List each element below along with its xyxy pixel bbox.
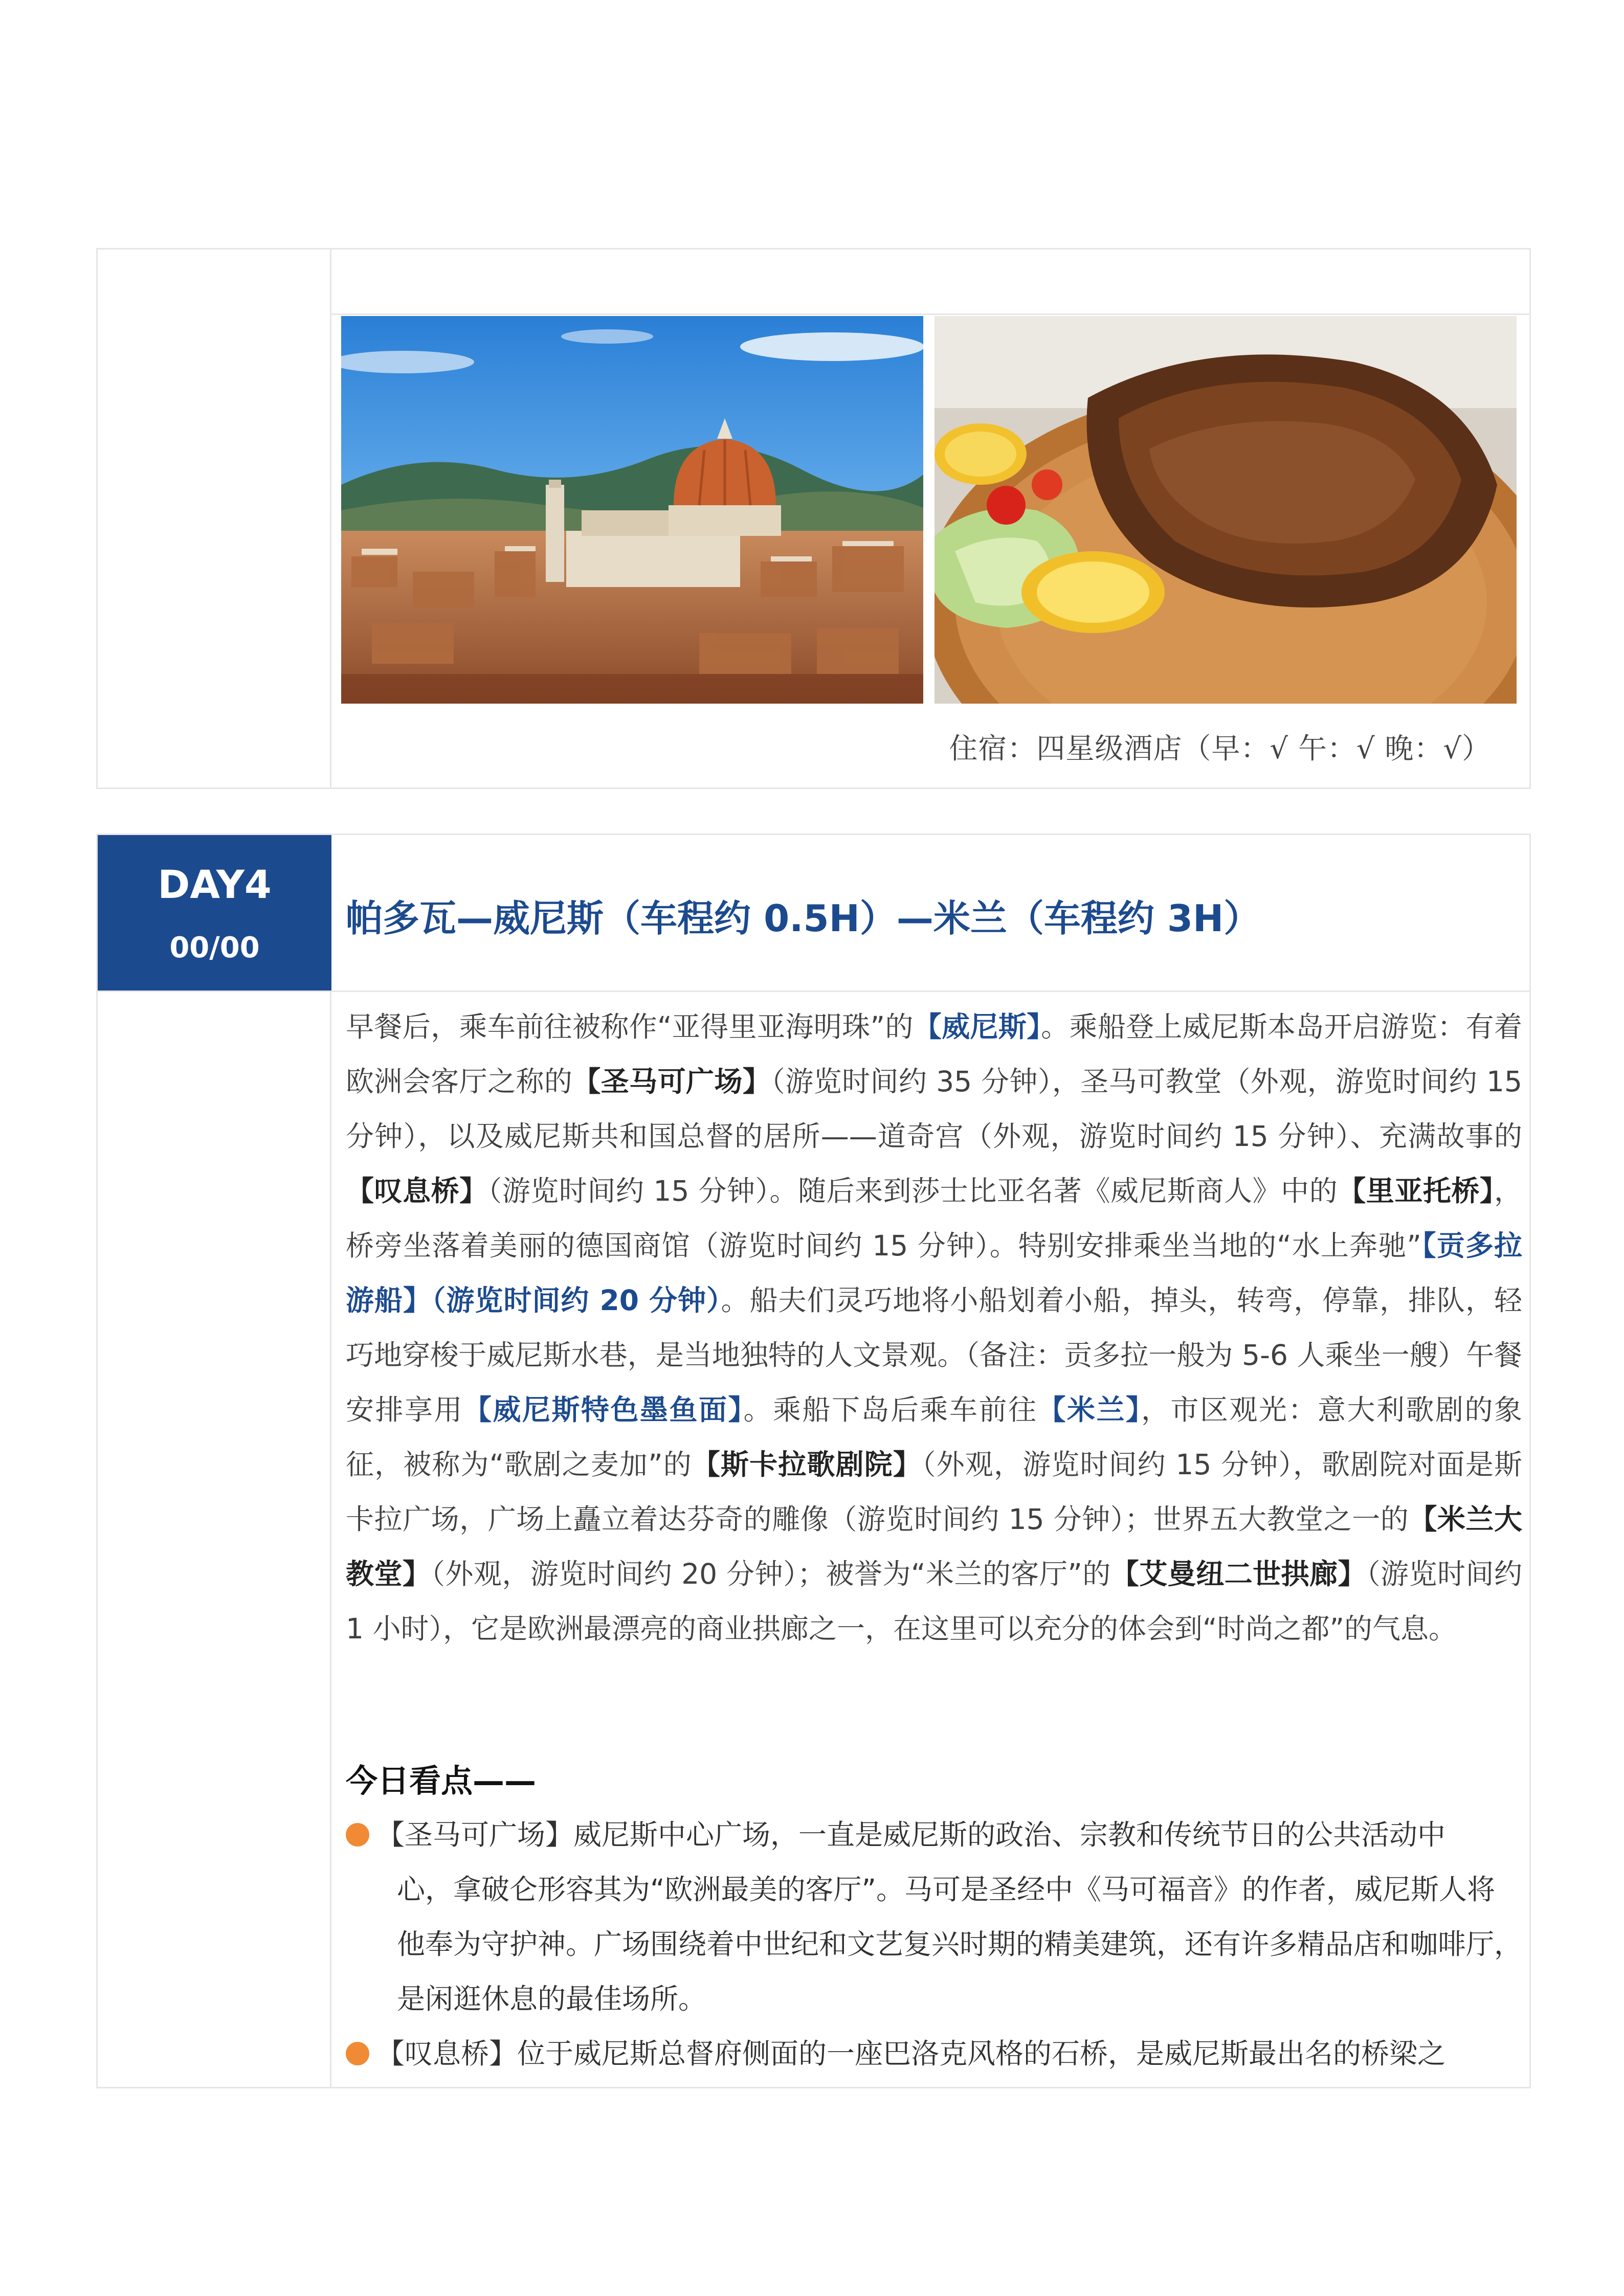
highlight-gondola-ride: 【贡多拉游船】（游览时间约 20 分钟）	[346, 1229, 1522, 1317]
highlight-milan: 【米兰】	[1037, 1393, 1141, 1426]
highlight-la-scala: 【斯卡拉歌剧院】	[692, 1448, 922, 1481]
highlight-squid-ink-pasta: 【威尼斯特色墨鱼面】	[463, 1393, 744, 1426]
highlight-st-marks-square: 【圣马可广场】	[572, 1065, 771, 1098]
bullet-dot-icon	[346, 1823, 369, 1847]
highlight-rialto-bridge: 【里亚托桥】	[1338, 1175, 1494, 1207]
lodging-meals-info: 住宿：四星级酒店（早：√ 午：√ 晚：√）	[949, 732, 1491, 766]
day4-card	[96, 834, 1531, 2088]
route-title: 帕多瓦—威尼斯（车程约 0.5H）—米兰（车程约 3H）	[346, 897, 1261, 940]
column-divider	[330, 992, 331, 2087]
header-divider	[98, 991, 1529, 992]
florentine-steak-photo	[935, 316, 1517, 704]
day-number: DAY4	[158, 862, 272, 907]
column-divider	[330, 250, 331, 787]
highlight-item: 【圣马可广场】威尼斯中心广场，一直是威尼斯的政治、宗教和传统节日的公共活动中 心，拿破仑形容其为“欧洲最美的客厅”。马可是圣经中《马可福音》的作者，威尼斯人将他奉为守护神。广场围绕着中世纪和文艺复兴时期的精美建筑，还有许多精品店和咖啡厅，是闲逛休息的最佳场所。	[346, 1808, 1522, 2027]
highlights-heading: 今日看点——	[346, 1762, 537, 1799]
highlight-bridge-of-sighs: 【叹息桥】	[346, 1175, 488, 1207]
prev-day-card	[96, 248, 1531, 789]
florence-cityscape-photo	[341, 316, 923, 704]
highlight-venice: 【威尼斯】	[913, 1010, 1041, 1043]
highlight-item: 【叹息桥】位于威尼斯总督府侧面的一座巴洛克风格的石桥，是威尼斯最出名的桥梁之	[346, 2027, 1522, 2081]
day-date: 00/00	[169, 931, 260, 964]
highlight-galleria: 【艾曼纽二世拱廊】	[1110, 1558, 1367, 1590]
highlight-milan-cathedral: 【米兰大教堂】	[346, 1503, 1522, 1590]
photo-row-top-line	[330, 313, 1529, 315]
itinerary-description: 早餐后，乘车前往被称作“亚得里亚海明珠”的【威尼斯】。乘船登上威尼斯本岛开启游览：有着欧洲会客厅之称的【圣马可广场】（游览时间约 35 分钟），圣马可教堂（外观，游览时间约 15 分钟），以及威尼斯共和国总督的居所——道奇宫（外观，游览时间约 15 分钟）、充满故事的【叹息桥】（游览时间约 15 分钟）。随后来到莎士比亚名著《威尼斯商人》中的【里亚托桥】，桥旁坐落着美丽的德国商馆（游览时间约 15 分钟）。特别安排乘坐当地的“水上奔驰”【贡多拉游船】（游览时间约 20 分钟）。船夫们灵巧地将小船划着小船，掉头，转弯，停靠，排队，轻巧地穿梭于威尼斯水巷，是当地独特的人文景观。（备注：贡多拉一般为 5-6 人乘坐一艘）午餐安排享用【威尼斯特色墨鱼面】。乘船下岛后乘车前往【米兰】，市区观光：意大利歌剧的象征，被称为“歌剧之麦加”的【斯卡拉歌剧院】（外观，游览时间约 15 分钟），歌剧院对面是斯卡拉广场，广场上矗立着达芬奇的雕像（游览时间约 15 分钟）；世界五大教堂之一的【米兰大教堂】（外观，游览时间约 20 分钟）；被誉为“米兰的客厅”的【艾曼纽二世拱廊】（游览时间约 1 小时），它是欧洲最漂亮的商业拱廊之一，在这里可以充分的体会到“时尚之都”的气息。	[346, 1010, 1522, 1645]
bullet-dot-icon	[346, 2042, 369, 2065]
day-badge	[98, 835, 331, 992]
